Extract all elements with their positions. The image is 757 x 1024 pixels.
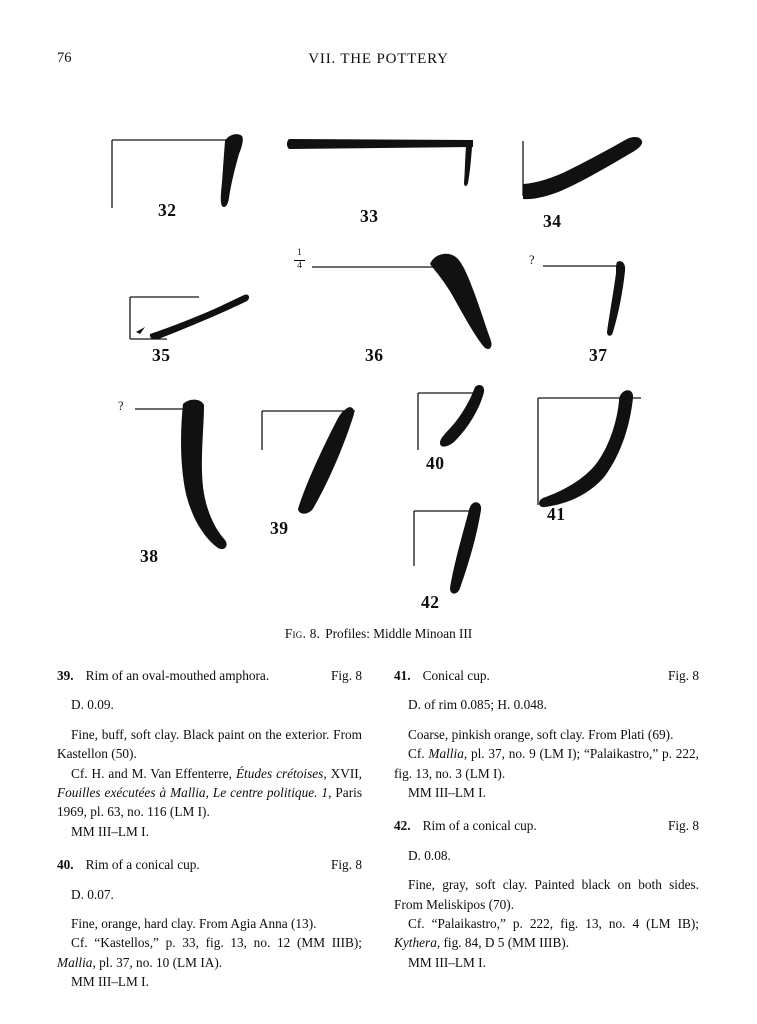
citation-work-title: Mallia	[428, 746, 464, 762]
entry-date: MM III–LM I.	[71, 823, 149, 839]
entry-date: MM III–LM I.	[408, 954, 486, 970]
sherd-silhouette	[287, 139, 473, 149]
profile-38-uncertainty-mark: ?	[118, 399, 124, 413]
scale-numerator: 1	[294, 249, 305, 261]
citation-text: , fig. 84, D 5 (MM IIIB).	[436, 935, 570, 951]
citation-text: Cf. “Kastellos,” p. 33, fig. 13, no. 12 (MM IIIB);	[71, 935, 362, 951]
entry-title: Conical cup.	[422, 668, 490, 683]
entry-citation	[57, 764, 362, 822]
sherd-silhouette	[464, 147, 472, 186]
sherd-silhouette	[298, 407, 354, 514]
citation-work-title: Fouilles exécutées à Mallia, Le centre politique. 1	[57, 785, 329, 801]
entry-title: Rim of a conical cup.	[85, 857, 200, 873]
profile-32-drawing	[108, 132, 253, 214]
catalog-entry-40	[57, 855, 362, 991]
entry-number: 42.	[394, 818, 411, 834]
figure-caption	[0, 626, 757, 642]
citation-work-title: Kythera	[394, 935, 437, 951]
citation-text: , pl. 37, no. 10 (LM IA).	[92, 954, 223, 970]
profile-37-drawing	[523, 245, 635, 350]
citation-text: , Paris 1969, pl. 63, no. 116 (LM I).	[57, 785, 362, 820]
entry-figure-ref: Fig. 8	[667, 668, 699, 683]
profile-41-label: 41	[547, 504, 566, 524]
sherd-silhouette	[607, 261, 625, 336]
entry-title: Rim of an oval-mouthed amphora.	[85, 668, 270, 683]
sherd-silhouette	[181, 400, 227, 550]
profile-33-label: 33	[360, 206, 379, 226]
profile-39-drawing	[253, 400, 365, 530]
figure-caption-text: Profiles: Middle Minoan III	[325, 626, 473, 641]
profile-34-label: 34	[543, 211, 562, 231]
profile-35-label: 35	[152, 345, 171, 365]
entry-number: 39.	[57, 668, 74, 683]
citation-text: Cf. H. and M. Van Effenterre,	[71, 765, 236, 781]
sherd-silhouette	[150, 295, 249, 340]
entry-description: Fine, orange, hard clay. From Agia Anna (13).	[71, 916, 317, 932]
entry-description: Coarse, pinkish orange, soft clay. From Plati (69).	[408, 726, 674, 742]
citation-text: Cf. “Palaikastro,” p. 222, fig. 13, no. 4 (LM IB);	[408, 916, 699, 932]
citation-text: , XVII,	[323, 765, 362, 781]
entry-dimensions: D. of rim 0.085; H. 0.048.	[408, 697, 547, 713]
entry-heading	[394, 666, 699, 685]
entry-dimensions: D. 0.09.	[71, 697, 114, 713]
entry-figure-ref: Fig. 8	[330, 668, 362, 683]
citation-work-title: Mallia	[57, 954, 93, 970]
catalog-entries	[0, 666, 757, 992]
profile-40-label: 40	[426, 453, 445, 473]
profile-34-drawing	[515, 134, 655, 212]
entry-number: 41.	[394, 668, 411, 683]
profile-33-drawing	[283, 134, 483, 194]
right-column	[394, 666, 699, 992]
profile-37-uncertainty-mark: ?	[529, 253, 535, 267]
sherd-silhouette	[539, 390, 633, 507]
catalog-entry-41	[394, 666, 699, 802]
entry-figure-ref: Fig. 8	[330, 857, 362, 873]
scale-denominator: 4	[297, 260, 302, 271]
entry-date: MM III–LM I.	[71, 974, 149, 990]
sherd-silhouette	[440, 385, 484, 447]
entry-citation	[394, 744, 699, 783]
catalog-entry-39	[57, 666, 362, 841]
page-number: 76	[57, 50, 72, 66]
profile-40-drawing	[408, 380, 500, 468]
citation-text: Cf.	[408, 746, 429, 762]
left-column	[57, 666, 362, 992]
running-header: VII. THE POTTERY	[308, 51, 449, 67]
handle-fragment	[136, 327, 145, 334]
profile-36-drawing	[288, 245, 503, 363]
entry-date: MM III–LM I.	[408, 785, 486, 801]
citation-text: , pl. 37, no. 9 (LM I); “Palaikastro,” p. 222, fig. 13, no. 3 (LM I).	[394, 746, 699, 781]
profile-42-drawing	[403, 498, 501, 613]
sherd-silhouette	[523, 137, 642, 199]
citation-work-title: Études crétoises	[235, 765, 324, 781]
catalog-entry-42	[394, 816, 699, 972]
entry-citation	[57, 933, 362, 972]
profile-37-label: 37	[589, 345, 608, 365]
entry-dimensions: D. 0.08.	[408, 847, 451, 863]
entry-description: Fine, buff, soft clay. Black paint on the exterior. From Kastellon (50).	[57, 726, 362, 762]
entry-heading	[57, 855, 362, 874]
profile-41-drawing	[526, 385, 654, 517]
profile-36-label: 36	[365, 345, 384, 365]
profile-42-label: 42	[421, 592, 440, 612]
figure-caption-label: Fig. 8.	[284, 626, 321, 641]
profile-39-label: 39	[270, 518, 289, 538]
entry-title: Rim of a conical cup.	[422, 818, 537, 834]
sherd-silhouette	[450, 502, 481, 593]
entry-citation	[394, 914, 699, 953]
entry-number: 40.	[57, 857, 74, 873]
profile-38-label: 38	[140, 546, 159, 566]
sherd-silhouette	[221, 134, 243, 207]
figure-8-plate	[0, 120, 757, 614]
profile-32-label: 32	[158, 200, 177, 220]
entry-description: Fine, gray, soft clay. Painted black on both sides. From Meliskipos (70).	[394, 877, 699, 912]
entry-heading	[394, 816, 699, 835]
sherd-silhouette	[430, 254, 492, 349]
profile-38-drawing	[113, 395, 243, 560]
profile-35-drawing	[123, 287, 258, 352]
entry-heading	[57, 666, 362, 685]
page-header	[0, 0, 757, 70]
entry-dimensions: D. 0.07.	[71, 886, 114, 902]
entry-figure-ref: Fig. 8	[667, 818, 699, 834]
